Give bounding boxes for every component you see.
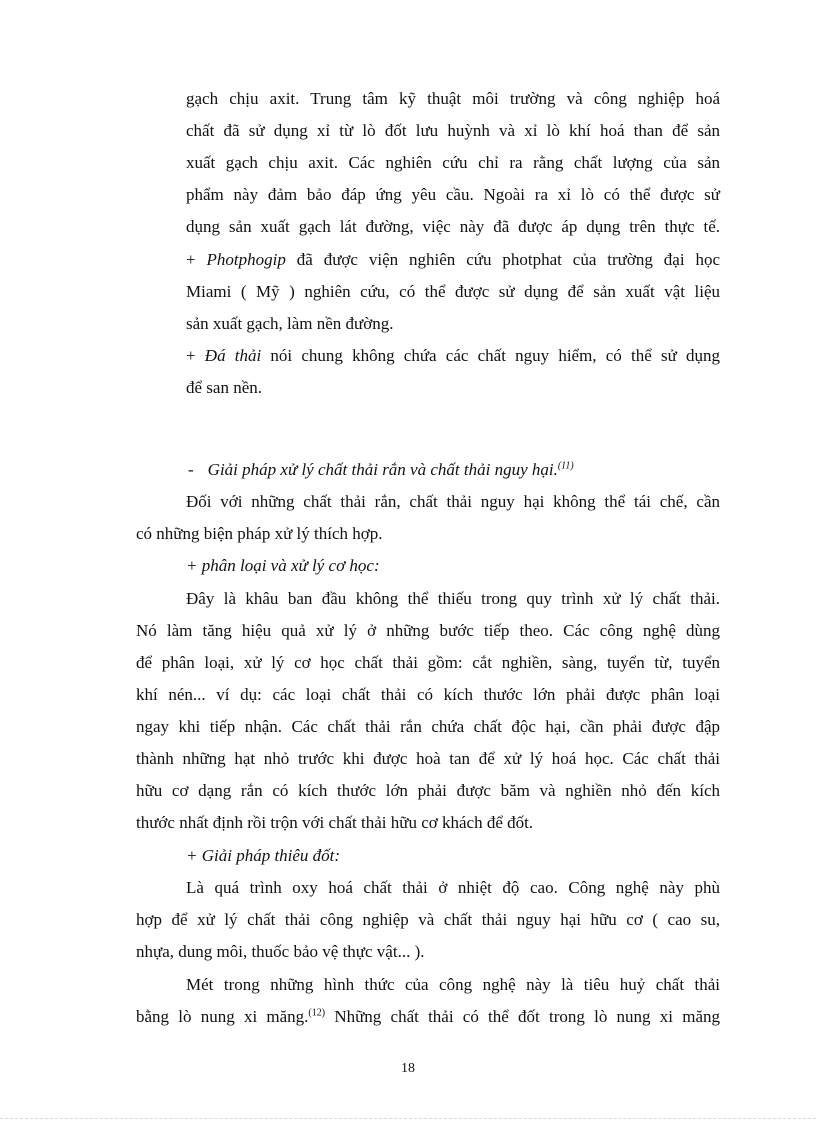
subheading-incineration: + Giải pháp thiêu đốt: [186, 846, 341, 865]
body-line: ngay khi tiếp nhận. Các chất thải rắn chứa chất độc hại, cần phải được đập [136, 717, 720, 736]
body-text: đã được viện nghiên cứu photphat của trường đại học [285, 250, 720, 269]
heading-dash: - [188, 460, 194, 479]
bullet-plus: + [186, 346, 205, 365]
body-text: Những chất thải có thể đốt trong lò nung xi măng [325, 1007, 721, 1026]
heading-text: Giải pháp xử lý chất thải rắn và chất thải nguy hại. [207, 460, 558, 479]
body-line: có những biện pháp xử lý thích hợp. [136, 524, 383, 543]
subheading-classification: + phân loại và xử lý cơ học: [186, 556, 380, 575]
body-line: hợp để xử lý chất thải công nghiệp và chất thải nguy hại hữu cơ ( cao su, [136, 910, 720, 929]
section-heading [188, 459, 574, 481]
body-line: khí nén... ví dụ: các loại chất thải có kích thước lớn phải được phân loại [136, 685, 720, 704]
body-line: nhựa, dung môi, thuốc bảo vệ thực vật... ). [136, 942, 425, 961]
body-line: sản xuất gạch, làm nền đường. [186, 314, 394, 333]
page-bottom-edge [0, 1118, 816, 1119]
body-line: chất đã sử dụng xỉ từ lò đốt lưu huỳnh và xỉ lò khí hoá than để sản [186, 121, 720, 140]
body-line: Miami ( Mỹ ) nghiên cứu, có thể được sử dụng để sản xuất vật liệu [186, 282, 720, 301]
page-number: 18 [401, 1061, 415, 1076]
reference-marker: (12) [308, 1007, 326, 1019]
body-text: nói chung không chứa các chất nguy hiểm, có thể sử dụng [261, 346, 720, 365]
body-line: phẩm này đảm bảo đáp ứng yêu cầu. Ngoài ra xỉ lò có thể được sử [186, 185, 720, 204]
body-line: gạch chịu axit. Trung tâm kỹ thuật môi trường và công nghiệp hoá [186, 89, 720, 108]
body-line [186, 345, 720, 367]
body-line [136, 1006, 720, 1028]
body-line: Đối với những chất thải rắn, chất thải nguy hại không thể tái chế, cần [186, 492, 720, 511]
body-line: để phân loại, xử lý cơ học chất thải gồm: cắt nghiền, sàng, tuyển từ, tuyển [136, 653, 720, 672]
term-photphogip: Photphogip [206, 250, 286, 269]
body-line: để san nền. [186, 378, 263, 397]
reference-marker: (11) [557, 460, 574, 472]
bullet-plus: + [186, 250, 207, 269]
body-line: Là quá trình oxy hoá chất thải ở nhiệt độ cao. Công nghệ này phù [186, 878, 720, 897]
body-line: thước nhất định rồi trộn với chất thải hữu cơ khách để đốt. [136, 813, 534, 832]
body-line: Đây là khâu ban đầu không thể thiếu trong quy trình xử lý chất thải. [186, 589, 720, 608]
body-line: dụng sản xuất gạch lát đường, việc này đã được áp dụng trên thực tế. [186, 217, 720, 236]
body-line: Nó làm tăng hiệu quả xử lý ở những bước tiếp theo. Các công nghệ dùng [136, 621, 720, 640]
body-line: Mét trong những hình thức của công nghệ này là tiêu huỷ chất thải [186, 975, 720, 994]
body-line [186, 249, 720, 271]
body-line: hữu cơ dạng rắn có kích thước lớn phải được băm và nghiền nhỏ đến kích [136, 781, 720, 800]
body-line: thành những hạt nhỏ trước khi được hoà tan để xử lý hoá học. Các chất thải [136, 749, 720, 768]
term-da-thai: Đá thải [204, 346, 262, 365]
body-line: xuất gạch chịu axit. Các nghiên cứu chỉ ra rằng chất lượng của sản [186, 153, 720, 172]
body-text: bằng lò nung xi măng. [136, 1007, 309, 1026]
